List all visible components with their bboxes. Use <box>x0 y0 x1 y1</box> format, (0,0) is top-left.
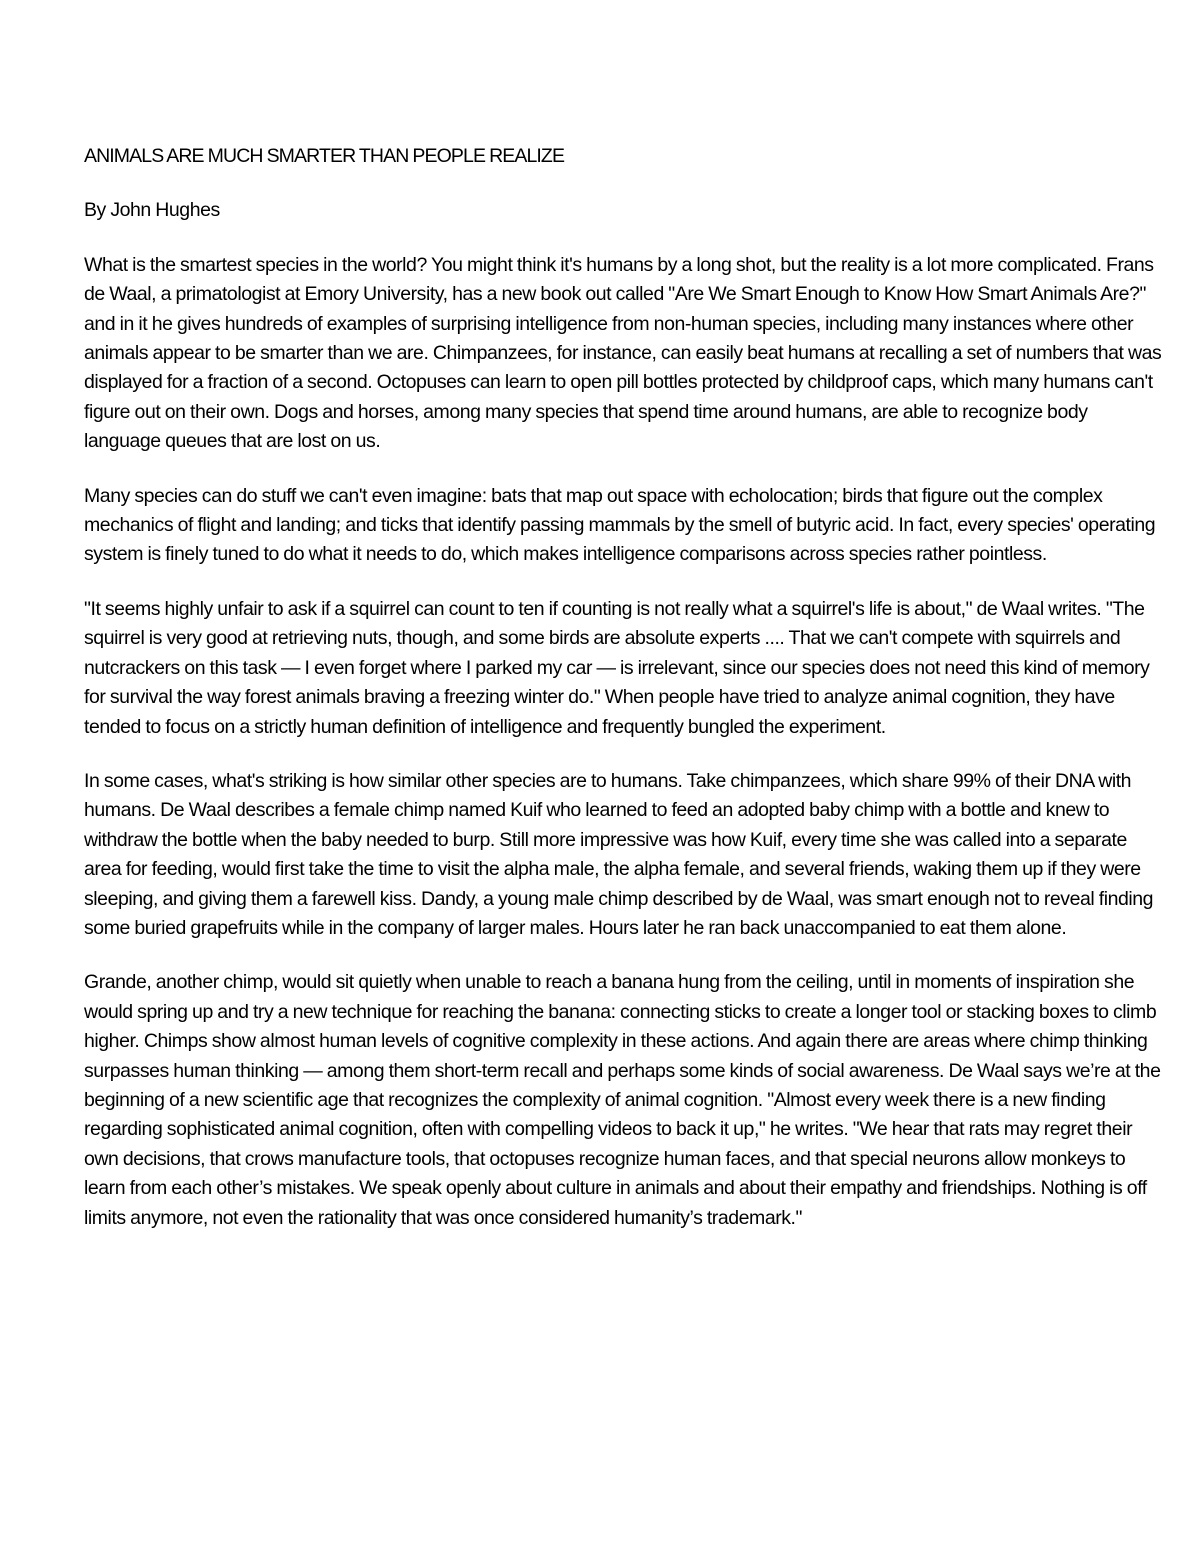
article-title: ANIMALS ARE MUCH SMARTER THAN PEOPLE REALIZE <box>84 145 565 167</box>
paragraph-4: In some cases, what's striking is how similar other species are to humans. Take chimpanzees, which share 99% of their DNA with humans. De Waal describes a female chimp named Kuif who learned to feed an adopted baby chimp with a bottle and knew to withdraw the bottle when the baby needed to burp. Still more impressive was how Kuif, every time she was called into a separate area for feeding, would first take the time to visit the alpha male, the alpha female, and several friends, waking them up if they were sleeping, and giving them a farewell kiss. Dandy, a young male chimp described by de Waal, was smart enough not to reveal finding some buried grapefruits while in the company of larger males. Hours later he ran back unaccompanied to eat them alone. <box>84 769 1154 939</box>
document-page <box>84 142 1166 1258</box>
article-byline: By John Hughes <box>84 199 220 222</box>
paragraph-1: What is the smartest species in the world? You might think it's humans by a long shot, but the reality is a lot more complicated. Frans de Waal, a primatologist at Emory University, has a new book out called "Are We Smart Enough to Know How Smart Animals Are?" and in it he gives hundreds of examples of surprising intelligence from non-human species, including many instances where other animals appear to be smarter than we are. Chimpanzees, for instance, can easily beat humans at recalling a set of numbers that was displayed for a fraction of a second. Octopuses can learn to open pill bottles protected by childproof caps, which many humans can't figure out on their own. Dogs and horses, among many species that spend time around humans, are able to recognize body language queues that are lost on us. <box>84 253 1162 453</box>
paragraph-2: Many species can do stuff we can't even imagine: bats that map out space with echolocation; birds that figure out the complex mechanics of flight and landing; and ticks that identify passing mammals by the smell of butyric acid. In fact, every species' operating system is finely tuned to do what it needs to do, which makes intelligence comparisons across species rather pointless. <box>84 484 1156 566</box>
paragraph-5: Grande, another chimp, would sit quietly when unable to reach a banana hung from the ceiling, until in moments of inspiration she would spring up and try a new technique for reaching the banana: connecting sticks to create a longer tool or stacking boxes to climb higher. Chimps show almost human levels of cognitive complexity in these actions. And again there are areas where chimp thinking surpasses human thinking — among them short-term recall and perhaps some kinds of social awareness. De Waal says we’re at the beginning of a new scientific age that recognizes the complexity of animal cognition. "Almost every week there is a new finding regarding sophisticated animal cognition, often with compelling videos to back it up," he writes. "We hear that rats may regret their own decisions, that crows manufacture tools, that octopuses recognize human faces, and that special neurons allow monkeys to learn from each other’s mistakes. We speak openly about culture in animals and about their empathy and friendships. Nothing is off limits anymore, not even the rationality that was once considered humanity’s trademark." <box>84 971 1161 1229</box>
paragraph-3: "It seems highly unfair to ask if a squirrel can count to ten if counting is not really what a squirrel's life is about," de Waal writes. "The squirrel is very good at retrieving nuts, though, and some birds are absolute experts .... That we can't compete with squirrels and nutcrackers on this task — I even forget where I parked my car — is irrelevant, since our species does not need this kind of memory for survival the way forest animals braving a freezing winter do." When people have tried to analyze animal cognition, they have tended to focus on a strictly human definition of intelligence and frequently bungled the experiment. <box>84 597 1150 738</box>
